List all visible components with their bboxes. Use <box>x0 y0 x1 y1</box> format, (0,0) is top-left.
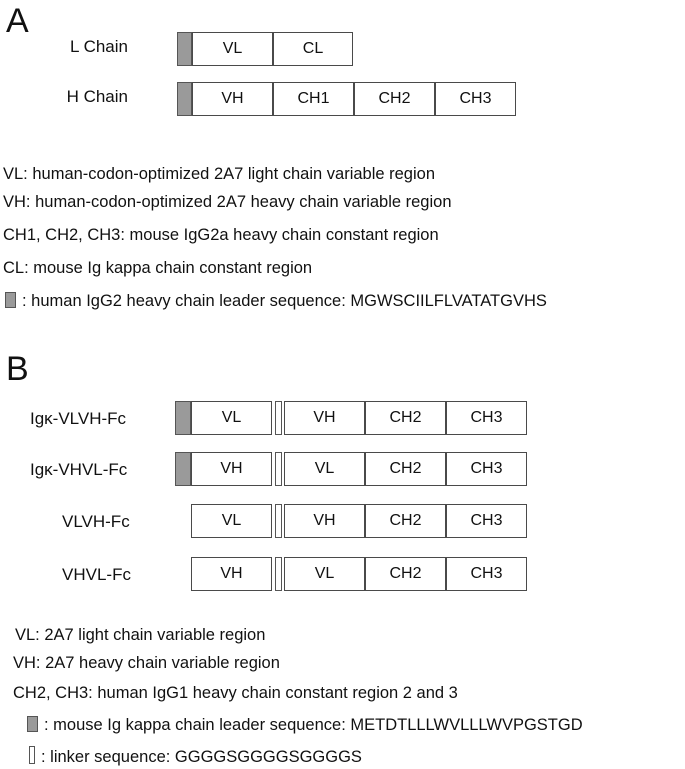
panel-a-letter: A <box>6 2 29 40</box>
segment-ch3: CH3 <box>446 504 527 538</box>
segment-vh: VH <box>284 504 365 538</box>
row-label-h-chain: H Chain <box>66 87 128 106</box>
segment-vl: VL <box>191 401 272 435</box>
legend-vl: VL: human-codon-optimized 2A7 light chain variable region <box>3 165 436 183</box>
segment-cl: CL <box>273 32 353 66</box>
legend-cl: CL: mouse Ig kappa chain constant region <box>3 259 313 277</box>
linker-block <box>275 401 282 435</box>
legend-vh: VH: 2A7 heavy chain variable region <box>13 654 280 672</box>
segment-ch2: CH2 <box>365 452 446 486</box>
legend-ch: CH1, CH2, CH3: mouse IgG2a heavy chain constant region <box>3 226 439 244</box>
legend-vh: VH: human-codon-optimized 2A7 heavy chain variable region <box>3 193 452 211</box>
leader-sequence-block <box>175 401 191 435</box>
legend-leader-text: : human IgG2 heavy chain leader sequence: MGWSCIILFLVATATGVHS <box>22 292 547 310</box>
segment-vh: VH <box>192 82 273 116</box>
legend-kappa-leader <box>27 716 583 734</box>
row-label-l-chain: L Chain <box>70 37 128 56</box>
leader-sequence-block <box>175 452 191 486</box>
segment-ch1: CH1 <box>273 82 354 116</box>
linker-block <box>275 452 282 486</box>
segment-vh: VH <box>284 401 365 435</box>
segment-ch3: CH3 <box>446 557 527 591</box>
leader-swatch-icon <box>5 292 16 308</box>
linker-block <box>275 504 282 538</box>
segment-vl: VL <box>192 32 273 66</box>
legend-linker <box>29 746 362 766</box>
segment-ch2: CH2 <box>365 504 446 538</box>
leader-sequence-block <box>177 82 192 116</box>
legend-vl: VL: 2A7 light chain variable region <box>15 626 266 644</box>
row-label-igk-vhvl-fc: Igκ-VHVL-Fc <box>30 460 128 479</box>
segment-vh: VH <box>191 557 272 591</box>
segment-vl: VL <box>284 557 365 591</box>
segment-ch2: CH2 <box>354 82 435 116</box>
segment-ch2: CH2 <box>365 557 446 591</box>
segment-ch3: CH3 <box>446 452 527 486</box>
leader-swatch-icon <box>27 716 38 732</box>
legend-leader <box>5 292 547 310</box>
row-label-vlvh-fc: VLVH-Fc <box>62 512 130 531</box>
linker-swatch-icon <box>29 746 35 764</box>
segment-vl: VL <box>191 504 272 538</box>
row-label-vhvl-fc: VHVL-Fc <box>62 565 131 584</box>
segment-vl: VL <box>284 452 365 486</box>
segment-vh: VH <box>191 452 272 486</box>
linker-block <box>275 557 282 591</box>
row-label-igk-vlvh-fc: Igκ-VLVH-Fc <box>30 409 127 428</box>
segment-ch3: CH3 <box>435 82 516 116</box>
leader-sequence-block <box>177 32 192 66</box>
segment-ch3: CH3 <box>446 401 527 435</box>
legend-linker-text: : linker sequence: GGGGSGGGGSGGGGS <box>41 748 362 766</box>
legend-kappa-leader-text: : mouse Ig kappa chain leader sequence: METDTLLLWVLLLWVPGSTGD <box>44 716 583 734</box>
segment-ch2: CH2 <box>365 401 446 435</box>
panel-b-letter: B <box>6 350 29 388</box>
legend-ch: CH2, CH3: human IgG1 heavy chain constant region 2 and 3 <box>13 684 458 702</box>
